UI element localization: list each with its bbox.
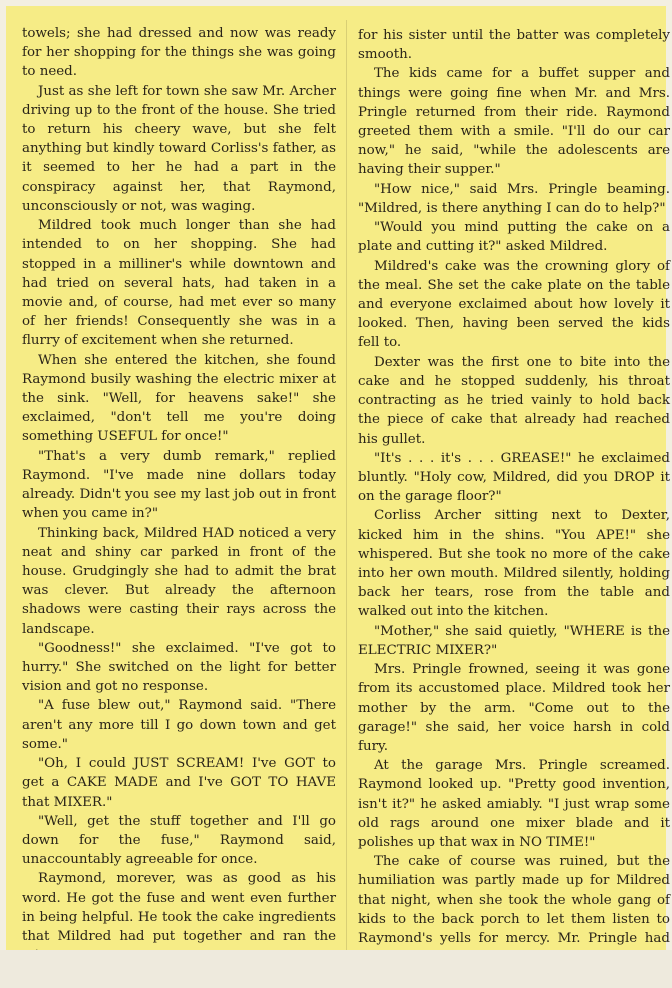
paragraph: Mildred's cake was the crowning glory of the meal. She set the cake plate on the table and everyone exclaimed about how lovely it looked. Then, having been served the kids fell to. <box>358 258 670 351</box>
paragraph: "It's . . . it's . . . GREASE!" he exclaimed bluntly. "Holy cow, Mildred, did you DROP it on the garage floor?" <box>358 450 670 505</box>
paragraph: Dexter was the first one to bite into the cake and he stopped suddenly, his throat contracting as he tried vainly to hold back the piece of cake that already had reached his gullet. <box>358 354 670 447</box>
paragraph: Just as she left for town she saw Mr. Archer driving up to the front of the house. She tried to return his cheery wave, but she felt anything but kindly toward Corliss's father, as it seemed to her he had a part in the conspiracy against her, that Raymond, unconsciously or not, was waging. <box>22 83 336 214</box>
column-divider <box>346 20 347 952</box>
paragraph: "Well, get the stuff together and I'll go down for the fuse," Raymond said, unaccountably agreeable for once. <box>22 813 336 868</box>
paragraph: At the garage Mrs. Pringle screamed. Raymond looked up. "Pretty good invention, isn't it?" he asked amiably. "I just wrap some old rags around one mixer blade and it polishes up that wax in NO TIME!" <box>358 758 670 850</box>
story-page <box>6 6 670 950</box>
paragraph: "Oh, I could JUST SCREAM! I've GOT to get a CAKE MADE and I've GOT TO HAVE that MIXER." <box>22 756 336 810</box>
paragraph: When she entered the kitchen, she found Raymond busily washing the electric mixer at the sink. "Well, for heavens sake!" she exclaimed, "don't tell me you're doing something USEFUL for once!" <box>22 352 336 445</box>
paragraph: "How nice," said Mrs. Pringle beaming. "Mildred, is there anything I can do to help?" <box>358 181 670 216</box>
paragraph: Mrs. Pringle frowned, seeing it was gone from its accustomed place. Mildred took her mother by the arm. "Come out to the garage!" she said, her voice harsh in cold fury. <box>358 662 670 754</box>
paragraph: Corliss Archer sitting next to Dexter, kicked him in the shins. "You APE!" she whispered. But she took no more of the cake into her own mouth. Mildred silently, holding back her tears, rose from the table and walked out into the kitchen. <box>358 508 670 620</box>
paragraph: Raymond, morever, was as good as his word. He got the fuse and went even further in being helpful. He took the cake ingredients that Mildred had put together and ran the <box>22 871 336 945</box>
paragraph: "Would you mind putting the cake on a plate and cutting it?" asked Mildred. <box>358 220 670 255</box>
paragraph: Mildred took much longer than she had intended to on her shopping. She had stopped in a milliner's while downtown and had tried on several hats, had taken in a movie and, of course, had met ever so many of her friends! Consequently she was in a flurry of excitement when she returned. <box>22 218 336 349</box>
final-paragraph-text: The cake of course was ruined, but the humiliation was partly made up for Mildred that night, when she took the whole gang of kids to the back porch to let them listen to Raymond's yells for mercy. Mr. Pringle had <box>358 854 670 947</box>
paragraph: towels; she had dressed and now was ready for her shopping for the things she was going to need. <box>22 26 336 80</box>
paragraph: for his sister until the batter was completely smooth. <box>358 28 670 63</box>
paragraph: Thinking back, Mildred HAD noticed a very neat and shiny car parked in front of the house. Grudgingly she had to admit the brat was clever. But already the afternoon shadows were casting their rays across the landscape. <box>22 525 336 637</box>
left-column <box>22 24 336 965</box>
paragraph: "Mother," she said quietly, "WHERE is the ELECTRIC MIXER?" <box>358 623 670 658</box>
paragraph: The kids came for a buffet supper and things were going fine when Mr. and Mrs. Pringle returned from their ride. Raymond greeted them with a smile. "I'll do our car now," he said, "while the adolescents are having their supper." <box>358 66 670 178</box>
paragraph: "A fuse blew out," Raymond said. "There aren't any more till I go down town and get some." <box>22 698 336 752</box>
paragraph: "That's a very dumb remark," replied Raymond. "I've made nine dollars today already. Didn't you see my last job out in front when you came in?" <box>22 448 336 522</box>
page-bottom-margin <box>0 950 672 988</box>
paragraph: "Goodness!" she exclaimed. "I've got to hurry." She switched on the light for better vision and got no response. <box>22 640 336 695</box>
right-column <box>358 26 670 987</box>
